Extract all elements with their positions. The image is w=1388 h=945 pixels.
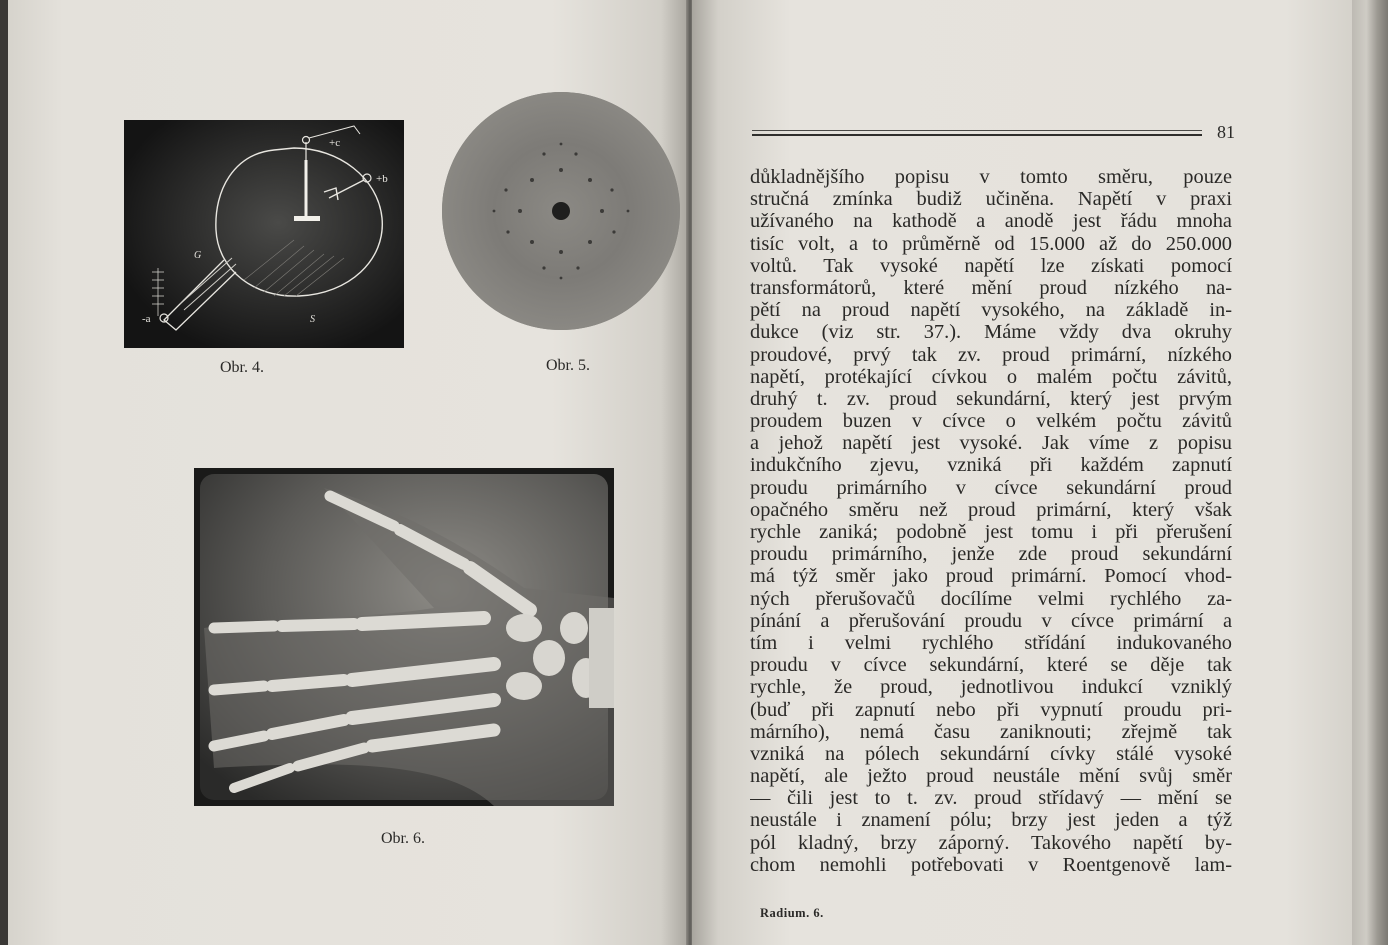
footer-signature: Radium. 6.	[760, 906, 824, 920]
text-line: proudové, prvý tak zv. proud primární, nízkého	[750, 343, 1232, 366]
fig4-label-g: G	[194, 250, 202, 261]
text-line: voltů. Tak vysoké napětí lze získati pomocí	[750, 254, 1232, 277]
text-line: tisíc volt, a to průměrně od 15.000 až do 250.000	[750, 232, 1232, 255]
text-line: užívaného na kathodě a anodě jest řádu mnoha	[750, 210, 1232, 233]
fig4-label-plus-b: +b	[376, 173, 388, 185]
text-line: rychle, že proud, jednotlivou indukcí vzniklý	[750, 676, 1232, 699]
text-line: indukčního zjevu, vzniká při každém zapnutí	[750, 454, 1232, 477]
figure-6-hand-xray	[194, 468, 614, 806]
text-line: transformátorů, které mění proud nízkého na-	[750, 276, 1232, 299]
text-line: pól kladný, brzy záporný. Takového napětí by-	[750, 831, 1232, 854]
header-rule	[752, 128, 1202, 138]
text-line: — čili jest to t. zv. proud střídavý — mění se	[750, 787, 1232, 810]
text-line: a jehož napětí jest vysoké. Jak víme z popisu	[750, 432, 1232, 455]
text-line: neustále i znamení pólu; brzy jest jeden a týž	[750, 809, 1232, 832]
text-line: proudu primárního, jenže zde proud sekundární	[750, 543, 1232, 566]
text-line: tím i velmi rychlého střídání indukovaného	[750, 631, 1232, 654]
body-text	[750, 166, 1232, 876]
text-line: (buď při zapnutí nebo při vypnutí proudu pri-	[750, 698, 1232, 721]
fig4-label-s: S	[310, 314, 315, 325]
figure-5-diffraction	[442, 92, 680, 330]
text-line: má týž směr jako proud primární. Pomocí vhod-	[750, 565, 1232, 588]
figure-4-caption: Obr. 4.	[220, 359, 264, 376]
text-line: stručná zmínka budiž učiněna. Napětí v praxi	[750, 188, 1232, 211]
left-page	[8, 0, 688, 945]
text-line: proudem buzen v cívce o velkém počtu závitů	[750, 410, 1232, 433]
text-line: vzniká na pólech sekundární cívky stálé vysoké	[750, 742, 1232, 765]
diffraction-pattern-photo-icon	[442, 92, 680, 330]
text-line: proudu primárního v cívce sekundární proud	[750, 476, 1232, 499]
hand-xray-photo-icon	[194, 468, 614, 806]
fig4-label-minus-a: -a	[142, 313, 151, 325]
figure-5-caption: Obr. 5.	[546, 357, 590, 374]
text-line: pětí na proud napětí vysokého, na základě in-	[750, 299, 1232, 322]
page-stack-edge	[1352, 0, 1388, 945]
text-line: důkladnějšího popisu v tomto směru, pouze	[750, 166, 1232, 188]
text-line: rychle zaniká; podobně jest tomu i při přerušení	[750, 521, 1232, 543]
fig4-label-plus-c: +c	[329, 137, 341, 149]
cathode-ray-tube-diagram-icon	[124, 120, 404, 348]
text-line: napětí, protékající cívkou o malém počtu závitů,	[750, 365, 1232, 388]
figure-4-tube-diagram	[124, 120, 404, 348]
text-line: pínání a přerušování proudu v cívce primární a	[750, 609, 1232, 632]
right-page	[692, 0, 1352, 945]
text-line: dukce (viz str. 37.). Máme vždy dva okruhy	[750, 321, 1232, 344]
text-line: proudu v cívce sekundární, které se děje tak	[750, 654, 1232, 677]
text-line: chom nemohli potřebovati v Roentgenově lam-	[750, 853, 1232, 876]
text-line: márního), nemá času zaniknouti; zřejmě tak	[750, 720, 1232, 743]
text-line: opačného směru než proud primární, který však	[750, 498, 1232, 521]
page-number: 81	[1217, 122, 1235, 142]
text-line: ných přerušovačů docílíme velmi rychlého za-	[750, 587, 1232, 610]
figure-6-caption: Obr. 6.	[381, 830, 425, 847]
text-line: druhý t. zv. proud sekundární, který jest prvým	[750, 387, 1232, 410]
text-line: napětí, ale ježto proud neustále mění svůj směr	[750, 765, 1232, 788]
